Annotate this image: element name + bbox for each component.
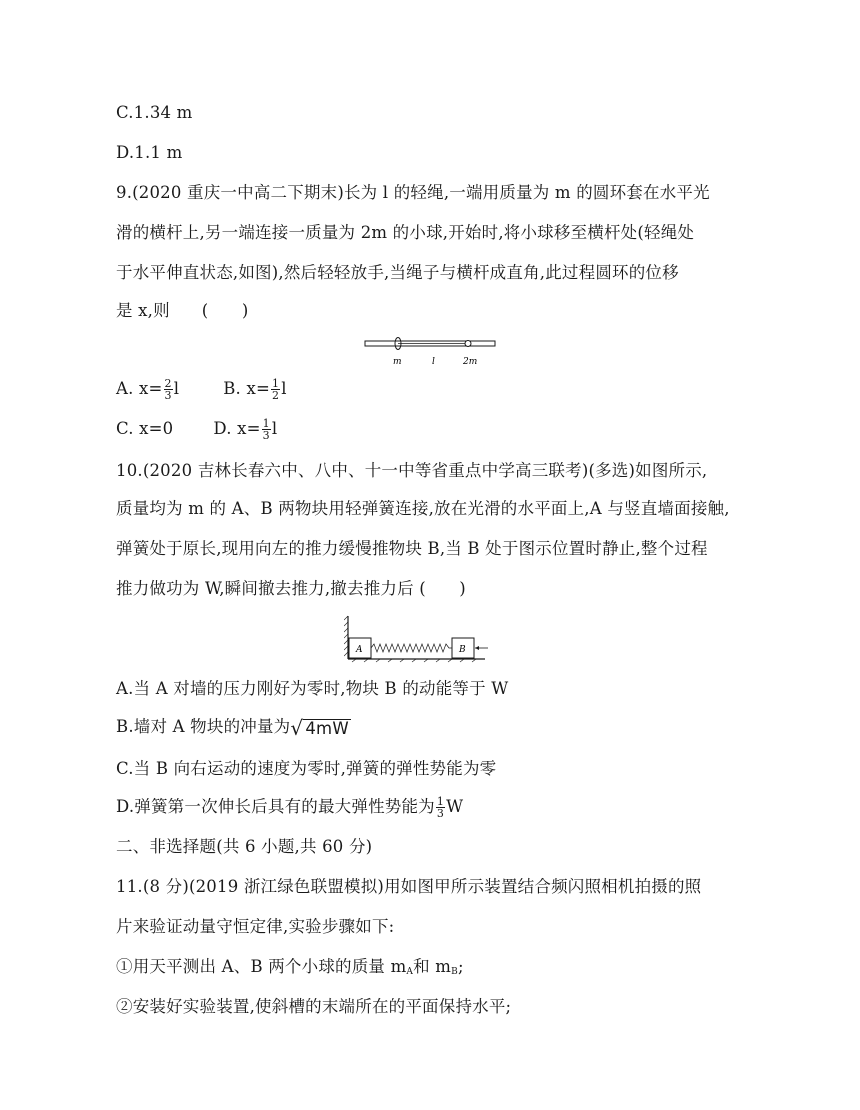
option-d-prev: D.1.1 m [116,143,183,162]
q11-step-1 [116,956,464,983]
q10-option-a: A.当 A 对墙的压力刚好为零时,物块 B 的动能等于 W [116,679,509,698]
subscript-b: B [451,967,458,977]
push-arrow-head [475,646,479,650]
numerator: 2 [164,377,172,390]
q9-line-4 [116,300,248,322]
spring [371,644,452,652]
q10-option-b [116,716,351,738]
q11-step-1-mid: 和 m [413,957,452,976]
label-b: B [459,645,466,655]
q10-option-d-suffix: W [446,797,464,816]
q10-line-1: 10.(2020 吉林长春六中、八中、十一中等省重点中学高三联考)(多选)如图所示, [116,461,708,480]
q9-option-c: C. x=0 [116,419,174,438]
denominator: 3 [164,389,172,402]
q11-step-1-prefix: ①用天平测出 A、B 两个小球的质量 m [116,957,407,976]
denominator: 3 [262,429,270,442]
q9-option-d-suffix: l [271,419,278,438]
q9-option-d [213,417,278,442]
q9-option-a-prefix: A. x= [116,379,163,398]
q10-option-c: C.当 B 向右运动的速度为零时,弹簧的弹性势能为零 [116,759,497,778]
numerator: 1 [271,377,280,390]
q9-figure [362,334,498,370]
q10-figure [344,614,488,664]
q10-option-d [116,796,463,819]
section-heading: 二、非选择题(共 6 小题,共 60 分) [116,837,373,856]
q11-line-1: 11.(8 分)(2019 浙江绿色联盟模拟)用如图甲所示装置结合频闪照相机拍摄的照 [116,877,702,896]
q9-option-d-prefix: D. x= [213,419,261,438]
q9-option-a-suffix: l [173,379,180,398]
radical-sign: √ [290,715,304,740]
q9-option-a [116,377,180,402]
q9-option-b-suffix: l [281,379,287,398]
q10-option-b-prefix: B.墙对 A 物块的冲量为 [116,717,291,736]
q10-line-2: 质量均为 m 的 A、B 两物块用轻弹簧连接,放在光滑的水平面上,A 与竖直墙面接触, [116,499,730,518]
q11-step-2: ②安装好实验装置,使斜槽的末端所在的平面保持水平; [116,997,512,1016]
label-a: A [356,645,363,655]
square-root [290,715,350,740]
q9-options-cd [116,418,277,441]
label-2m: 2m [463,357,478,367]
subscript-a: A [406,967,414,977]
q9-options-ab [116,378,287,401]
q10-line-3: 弹簧处于原长,现用向左的推力缓慢推物块 B,当 B 处于图示位置时静止,整个过程 [116,539,708,558]
q9-option-b [223,377,287,402]
option-c-prev: C.1.34 m [116,103,193,122]
q11-step-1-suffix: ; [457,957,464,976]
q9-option-b-prefix: B. x= [223,379,270,398]
q9-line-4-text: 是 x,则 [116,301,170,320]
q9-line-2: 滑的横杆上,另一端连接一质量为 2m 的小球,开始时,将小球移至横杆处(轻绳处 [116,223,695,242]
fraction [436,796,445,819]
numerator: 1 [436,795,445,808]
denominator: 2 [271,389,280,402]
wall-hatch [344,616,348,656]
ball [465,341,471,347]
q10-option-d-prefix: D.弹簧第一次伸长后具有的最大弹性势能为 [116,797,435,816]
q11-line-2: 片来验证动量守恒定律,实验步骤如下: [116,917,395,936]
label-l: l [432,357,435,367]
q9-line-3: 于水平伸直状态,如图),然后轻轻放手,当绳子与横杆成直角,此过程圆环的位移 [116,263,679,282]
label-m: m [393,357,402,367]
numerator: 1 [262,417,270,430]
fraction [271,378,280,401]
q10-line-4: 推力做功为 W,瞬间撤去推力,撤去推力后 ( ) [116,579,466,598]
fraction [262,418,271,441]
radicand: 4mW [305,718,349,738]
q9-answer-paren: ( ) [201,301,249,320]
q9-line-1: 9.(2020 重庆一中高二下期末)长为 l 的轻绳,一端用质量为 m 的圆环套在水平光 [116,183,710,202]
denominator: 3 [436,807,445,820]
fraction [164,378,173,401]
